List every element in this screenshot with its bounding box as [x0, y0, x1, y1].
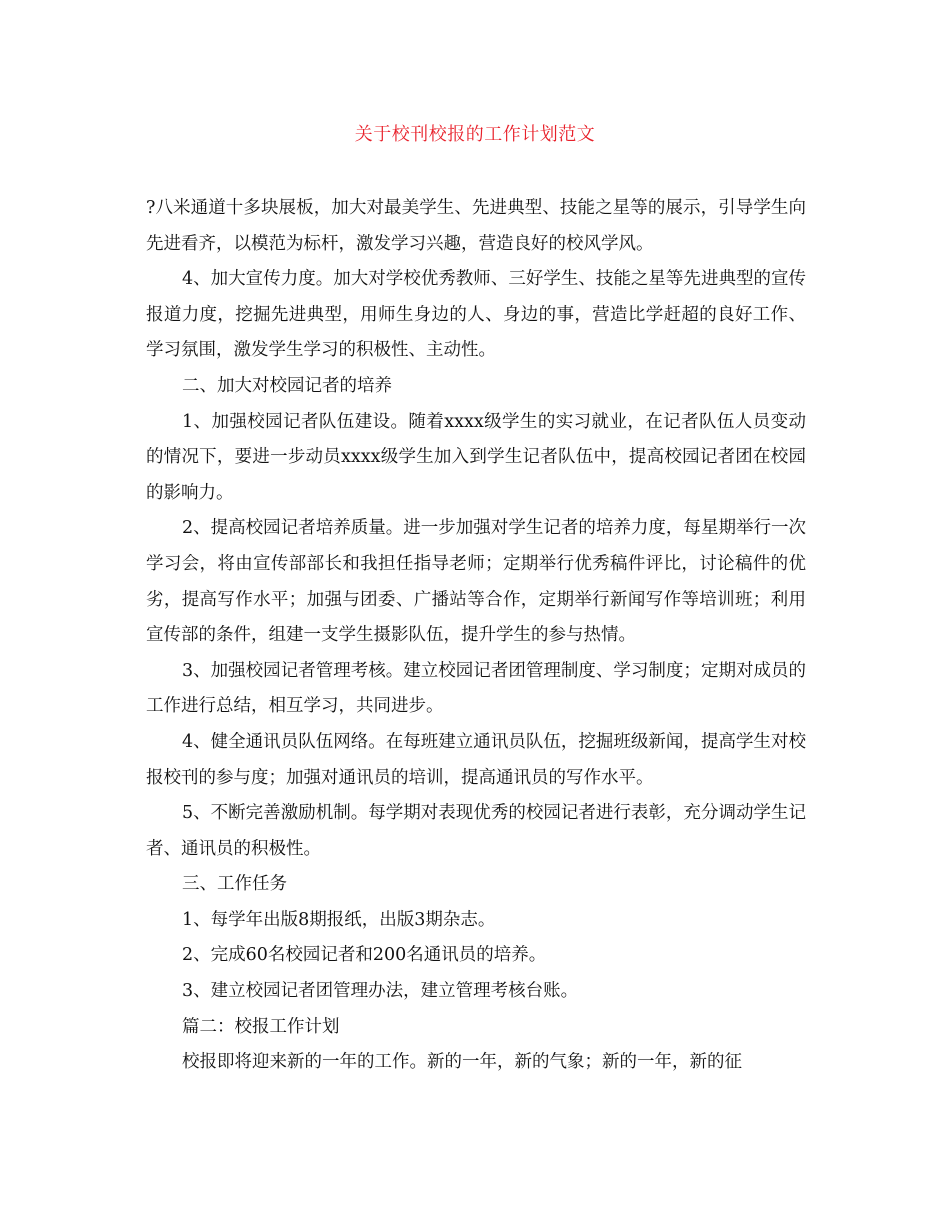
- paragraph-new-year-intro: 校报即将迎来新的一年的工作。新的一年，新的气象；新的一年，新的征: [182, 1052, 742, 1073]
- paragraph-publicity-strength: 4、加大宣传力度。加大对学校优秀教师、三好学生、技能之星等先进典型的宣传报道力度，挖掘先进典型，用师生身边的人、身边的事，营造比学赶超的良好工作、学习氛围，激发学生学习的积极性、主动性。: [146, 269, 806, 361]
- paragraph-exhibition-boards: ?八米通道十多块展板，加大对最美学生、先进典型、技能之星等的展示，引导学生向先进看齐，以模范为标杆，激发学习兴趣，营造良好的校风学风。: [146, 198, 806, 254]
- task-item-training-targets: 2、完成60名校园记者和200名通讯员的培养。: [182, 945, 547, 966]
- section-heading-reporter-training: 二、加大对校园记者的培养: [182, 375, 392, 396]
- task-item-publications: 1、每学年出版8期报纸，出版3期杂志。: [182, 909, 496, 930]
- paragraph-reporter-team-building: 1、加强校园记者队伍建设。随着xxxx级学生的实习就业，在记者队伍人员变动的情况下，要进一步动员xxxx级学生加入到学生记者队伍中，提高校园记者团在校园的影响力。: [146, 411, 806, 503]
- paragraph-reporter-training-quality: 2、提高校园记者培养质量。进一步加强对学生记者的培养力度，每星期举行一次学习会，将由宣传部部长和我担任指导老师；定期举行优秀稿件评比，讨论稿件的优劣，提高写作水平；加强与团委、广播站等合作，定期举行新闻写作等培训班；利用宣传部的条件，组建一支学生摄影队伍，提升学生的参与热情。: [146, 518, 806, 646]
- paragraph-incentive-mechanism: 5、不断完善激励机制。每学期对表现优秀的校园记者进行表彰，充分调动学生记者、通讯员的积极性。: [146, 803, 806, 859]
- section-heading-work-tasks: 三、工作任务: [182, 874, 287, 895]
- paragraph-reporter-management: 3、加强校园记者管理考核。建立校园记者团管理制度、学习制度；定期对成员的工作进行总结，相互学习，共同进步。: [146, 660, 806, 717]
- document-body: [146, 191, 806, 1081]
- document-title: 关于校刊校报的工作计划范文: [354, 124, 596, 145]
- section-heading-part-two: 篇二：校报工作计划: [182, 1016, 340, 1037]
- paragraph-correspondent-network: 4、健全通讯员队伍网络。在每班建立通讯员队伍，挖掘班级新闻，提高学生对校报校刊的参与度；加强对通讯员的培训，提高通讯员的写作水平。: [146, 731, 806, 788]
- task-item-management-rules: 3、建立校园记者团管理办法，建立管理考核台账。: [182, 981, 579, 1002]
